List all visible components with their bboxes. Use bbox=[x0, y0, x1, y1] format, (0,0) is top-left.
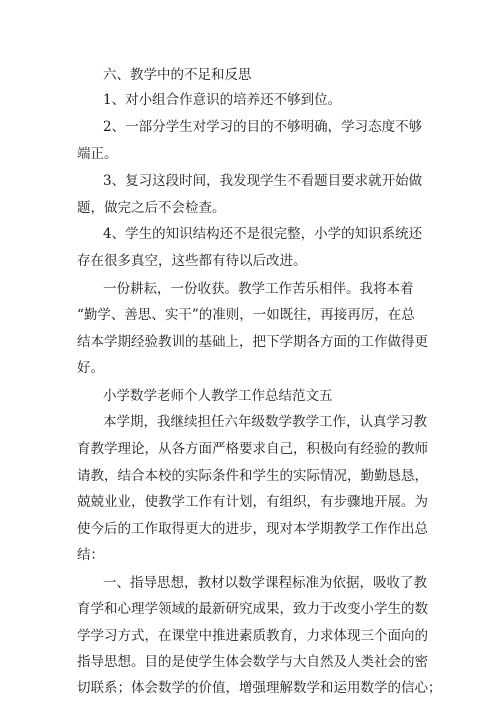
paragraph-line: 切联系；体会数学的价值，增强理解数学和运用数学的信心； bbox=[77, 680, 442, 696]
paragraph-line: 4、学生的知识结构还不是很完整，小学的知识系统还 bbox=[103, 226, 423, 243]
paragraph-line: 端正。 bbox=[77, 145, 118, 162]
paragraph-line: 指导思想。目的是使学生体会数学与大自然及人类社会的密 bbox=[77, 653, 428, 670]
paragraph-line: 结： bbox=[77, 546, 104, 563]
article-title: 小学数学老师个人教学工作总结范文五 bbox=[103, 387, 333, 404]
paragraph-line: 1、对小组合作意识的培养还不够到位。 bbox=[103, 92, 342, 109]
paragraph-line: 育学和心理学领域的最新研究成果，致力于改变小学生的数 bbox=[77, 601, 428, 618]
paragraph-line: 兢兢业业，使教学工作有计划，有组织，有步骤地开展。为 bbox=[77, 494, 428, 511]
paragraph-line: 3、复习这段时间，我发现学生不看题目要求就开始做 bbox=[103, 172, 423, 189]
paragraph-line: 一份耕耘，一份收获。教学工作苦乐相伴。我将本着 bbox=[103, 280, 414, 297]
paragraph-line: 好。 bbox=[77, 360, 104, 377]
paragraph-line: 2、一部分学生对学习的目的不够明确，学习态度不够 bbox=[103, 119, 423, 136]
paragraph-line: 存在很多真空，这些都有待以后改进。 bbox=[77, 252, 307, 269]
paragraph-line: 育教学理论，从各方面严格要求自己，积极向有经验的教师 bbox=[77, 440, 428, 457]
paragraph-line: 使今后的工作取得更大的进步，现对本学期教学工作作出总 bbox=[77, 520, 428, 537]
paragraph-line: 题，做完之后不会检查。 bbox=[77, 200, 226, 217]
section-heading: 六、教学中的不足和反思 bbox=[103, 67, 252, 83]
paragraph-line: “勤学、善思、实干”的准则，一如既往，再接再厉，在总 bbox=[77, 306, 415, 323]
paragraph-line: 本学期，我继续担任六年级数学教学工作，认真学习教 bbox=[103, 413, 427, 430]
paragraph-line: 一、指导思想，教材以数学课程标准为依据，吸收了教 bbox=[103, 575, 427, 592]
paragraph-line: 学学习方式，在课堂中推进素质教育，力求体现三个面向的 bbox=[77, 627, 428, 644]
paragraph-line: 结本学期经验教训的基础上，把下学期各方面的工作做得更 bbox=[77, 334, 428, 351]
paragraph-line: 请教，结合本校的实际条件和学生的实际情况，勤勤恳恳， bbox=[77, 468, 428, 485]
